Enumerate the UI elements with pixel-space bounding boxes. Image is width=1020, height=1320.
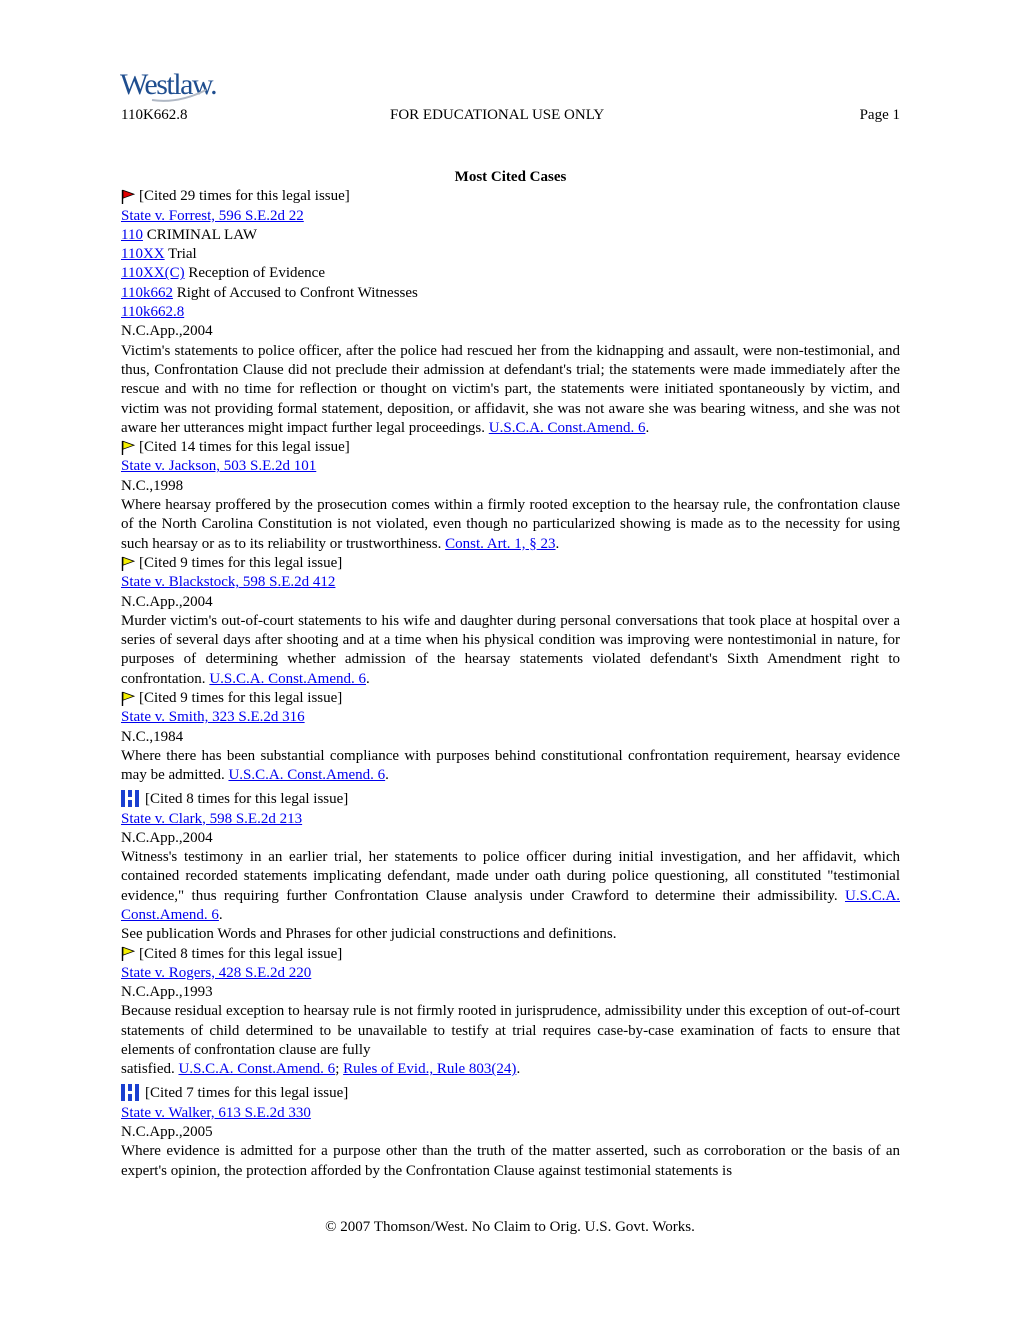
key-label: Reception of Evidence <box>188 265 325 282</box>
yellow-flag-icon <box>121 946 135 962</box>
citation-link[interactable]: U.S.C.A. Const.Amend. 6 <box>228 767 386 784</box>
headnote: Murder victim's out-of-court statements to his wife and daughter during personal conversations that took place at hospital over a series of several days after shooting and at a time when his physical condition was improving were nontestimonial in nature, for purposes of determining whether admission of the hearsay statements violated defendant's Sixth Amendment right to confrontation. U.S.C.A. Const.Amend. 6. <box>121 612 900 687</box>
headnote: Victim's statements to police officer, after the police had rescued her from the kidnapping and assault, were non-testimonial, and thus, Confrontation Clause did not preclude their admission at defendant's trial; the statements were made immediately after the rescue and with no time for reflection or thought on victim's part, the statements were initiated spontaneously by victim, and victim was not providing formal statement, deposition, or affidavit, she was not aware she was bearing witness, and she was not aware her utterances might impact further legal proceedings. U.S.C.A. Const.Amend. 6. <box>121 342 900 436</box>
cited-count <box>121 187 900 206</box>
headnote: satisfied. U.S.C.A. Const.Amend. 6; Rules of Evid., Rule 803(24). <box>121 1061 521 1078</box>
key-number-link[interactable]: 110 <box>121 226 143 243</box>
red-flag-icon <box>121 189 135 205</box>
cited-count <box>121 786 900 810</box>
court-year: N.C.App.,2004 <box>121 593 213 610</box>
cited-count-text: [Cited 9 times for this legal issue] <box>139 690 343 707</box>
headnote-text: Because residual exception to hearsay rule is not firmly rooted in jurisprudence, admissibility under this exception of out-of-court statements of child determined to be unavailable to testify at trial requires case-by-case examination of facts to ensure that elements of confrontation clause are fully <box>121 1003 900 1059</box>
yellow-flag-icon <box>121 556 135 572</box>
cited-count-text: [Cited 29 times for this legal issue] <box>139 188 350 205</box>
headnote-text-end: satisfied. <box>121 1061 175 1078</box>
case-link[interactable]: State v. Jackson, 503 S.E.2d 101 <box>121 458 317 475</box>
citation-link[interactable]: U.S.C.A. Const.Amend. 6 <box>488 419 646 436</box>
court-year: N.C.App.,2004 <box>121 323 213 340</box>
yellow-flag-icon <box>121 691 135 707</box>
citation-link[interactable]: U.S.C.A. Const.Amend. 6 <box>121 887 900 923</box>
court-year: N.C.,1998 <box>121 477 184 494</box>
cited-count-text: [Cited 9 times for this legal issue] <box>139 554 343 571</box>
header-notice: FOR EDUCATIONAL USE ONLY <box>390 107 605 123</box>
headnote-text: Witness's testimony in an earlier trial, her statements to police officer during initial investigation, and her affidavit, which contained recorded statements implicating defendant, made under oath during police questioning, all constituted "testimonial evidence," thus requiring further Confrontation Clause analysis under Crawford to determine their admissibility. <box>121 849 900 904</box>
citation-link[interactable]: U.S.C.A. Const.Amend. 6 <box>209 670 366 687</box>
key-path-item <box>121 284 900 303</box>
case-link[interactable]: State v. Walker, 613 S.E.2d 330 <box>121 1104 311 1121</box>
court-year: N.C.App.,2005 <box>121 1123 213 1140</box>
case-link[interactable]: State v. Forrest, 596 S.E.2d 22 <box>121 207 304 224</box>
words-phrases-note: See publication Words and Phrases for other judicial constructions and definitions. <box>121 926 617 943</box>
h-history-icon <box>121 1084 139 1101</box>
h-history-icon <box>121 790 139 807</box>
key-number-link[interactable]: 110k662 <box>121 284 173 301</box>
headnote: Where hearsay proffered by the prosecution comes within a firmly rooted exception to the hearsay rule, the confrontation clause of the North Carolina Constitution is not violated, even though no particularized showing is made as to the necessity for using such hearsay or as to its reliability or trustworthiness. Const. Art. 1, § 23. <box>121 497 900 552</box>
page-title: Most Cited Cases <box>454 169 567 185</box>
key-label: Trial <box>168 246 197 263</box>
header-key-number: 110K662.8 <box>121 107 188 123</box>
case-link[interactable]: State v. Rogers, 428 S.E.2d 220 <box>121 964 312 981</box>
key-path-item <box>121 245 900 264</box>
cited-count <box>121 1080 900 1104</box>
header-page-number: Page 1 <box>859 107 900 123</box>
key-path-item <box>121 226 900 245</box>
key-number-link[interactable]: 110XX <box>121 246 165 263</box>
headnote-text: Murder victim's out-of-court statements to his wife and daughter during personal conversations that took place at hospital over a series of several days after shooting and at a time when his physical condition was improving were nontestimonial in nature, for purposes of determining whether admission of the hearsay statements violated defendant's Sixth Amendment right to confrontation. <box>121 612 900 687</box>
case-link[interactable]: State v. Smith, 323 S.E.2d 316 <box>121 709 305 726</box>
westlaw-logo <box>120 66 230 106</box>
case-link[interactable]: State v. Clark, 598 S.E.2d 213 <box>121 810 303 827</box>
cited-count-text: [Cited 7 times for this legal issue] <box>145 1085 349 1102</box>
key-label: CRIMINAL LAW <box>146 226 258 243</box>
cited-count <box>121 689 900 708</box>
cited-count-text: [Cited 8 times for this legal issue] <box>139 945 343 962</box>
court-year: N.C.,1984 <box>121 728 184 745</box>
page-footer: © 2007 Thomson/West. No Claim to Orig. U.S. Govt. Works. <box>325 1219 695 1235</box>
logo-swoosh-icon <box>150 88 210 104</box>
citation-link[interactable]: U.S.C.A. Const.Amend. 6 <box>178 1061 336 1078</box>
case-link[interactable]: State v. Blackstock, 598 S.E.2d 412 <box>121 574 336 591</box>
headnote: Witness's testimony in an earlier trial, her statements to police officer during initial investigation, and her affidavit, which contained recorded statements implicating defendant, made under oath during police questioning, all constituted "testimonial evidence," thus requiring further Confrontation Clause analysis under Crawford to determine their admissibility. U.S.C.A. Const.Amend. 6. <box>121 849 900 923</box>
document-body <box>121 168 900 1181</box>
key-path-item <box>121 303 900 322</box>
headnote-text: Where evidence is admitted for a purpose other than the truth of the matter asserted, such as corroboration or the basis of an expert's opinion, the protection afforded by the Confrontation Clause against testimonial statements is <box>121 1143 900 1179</box>
yellow-flag-icon <box>121 440 135 456</box>
headnote-text: Victim's statements to police officer, after the police had rescued her from the kidnapping and assault, were non-testimonial, and thus, Confrontation Clause did not preclude their admission at defendant's trial; the statements were made immediately after the rescue and with no time for reflection or thought on victim's part, the statements were initiated spontaneously by victim, and victim was not providing formal statement, deposition, or affidavit, she was not aware she was bearing witness, and she was not aware her utterances might impact further legal proceedings. <box>121 342 900 436</box>
headnote-text: Where there has been substantial compliance with purposes behind constitutional confrontation requirement, hearsay evidence may be admitted. <box>121 747 900 784</box>
citation-link[interactable]: Const. Art. 1, § 23 <box>445 535 556 552</box>
key-label: Right of Accused to Confront Witnesses <box>176 284 418 301</box>
key-number-link[interactable]: 110k662.8 <box>121 304 185 321</box>
cited-count <box>121 438 900 457</box>
cited-count <box>121 554 900 573</box>
cited-count <box>121 945 900 964</box>
court-year: N.C.App.,1993 <box>121 984 213 1001</box>
headnote: Where there has been substantial compliance with purposes behind constitutional confrontation requirement, hearsay evidence may be admitted. U.S.C.A. Const.Amend. 6. <box>121 747 900 784</box>
key-path-item <box>121 264 900 283</box>
key-number-link[interactable]: 110XX(C) <box>121 265 185 282</box>
cited-count-text: [Cited 14 times for this legal issue] <box>139 439 350 456</box>
citation-link[interactable]: Rules of Evid., Rule 803(24) <box>343 1061 517 1078</box>
headnote-text: Where hearsay proffered by the prosecution comes within a firmly rooted exception to the hearsay rule, the confrontation clause of the North Carolina Constitution is not violated, even though no particularized showing is made as to the necessity for using such hearsay or as to its reliability or trustworthiness. <box>121 497 900 552</box>
page-header <box>121 107 900 127</box>
cited-count-text: [Cited 8 times for this legal issue] <box>145 791 349 808</box>
court-year: N.C.App.,2004 <box>121 829 213 846</box>
logo-text: Westlaw. <box>120 68 217 101</box>
